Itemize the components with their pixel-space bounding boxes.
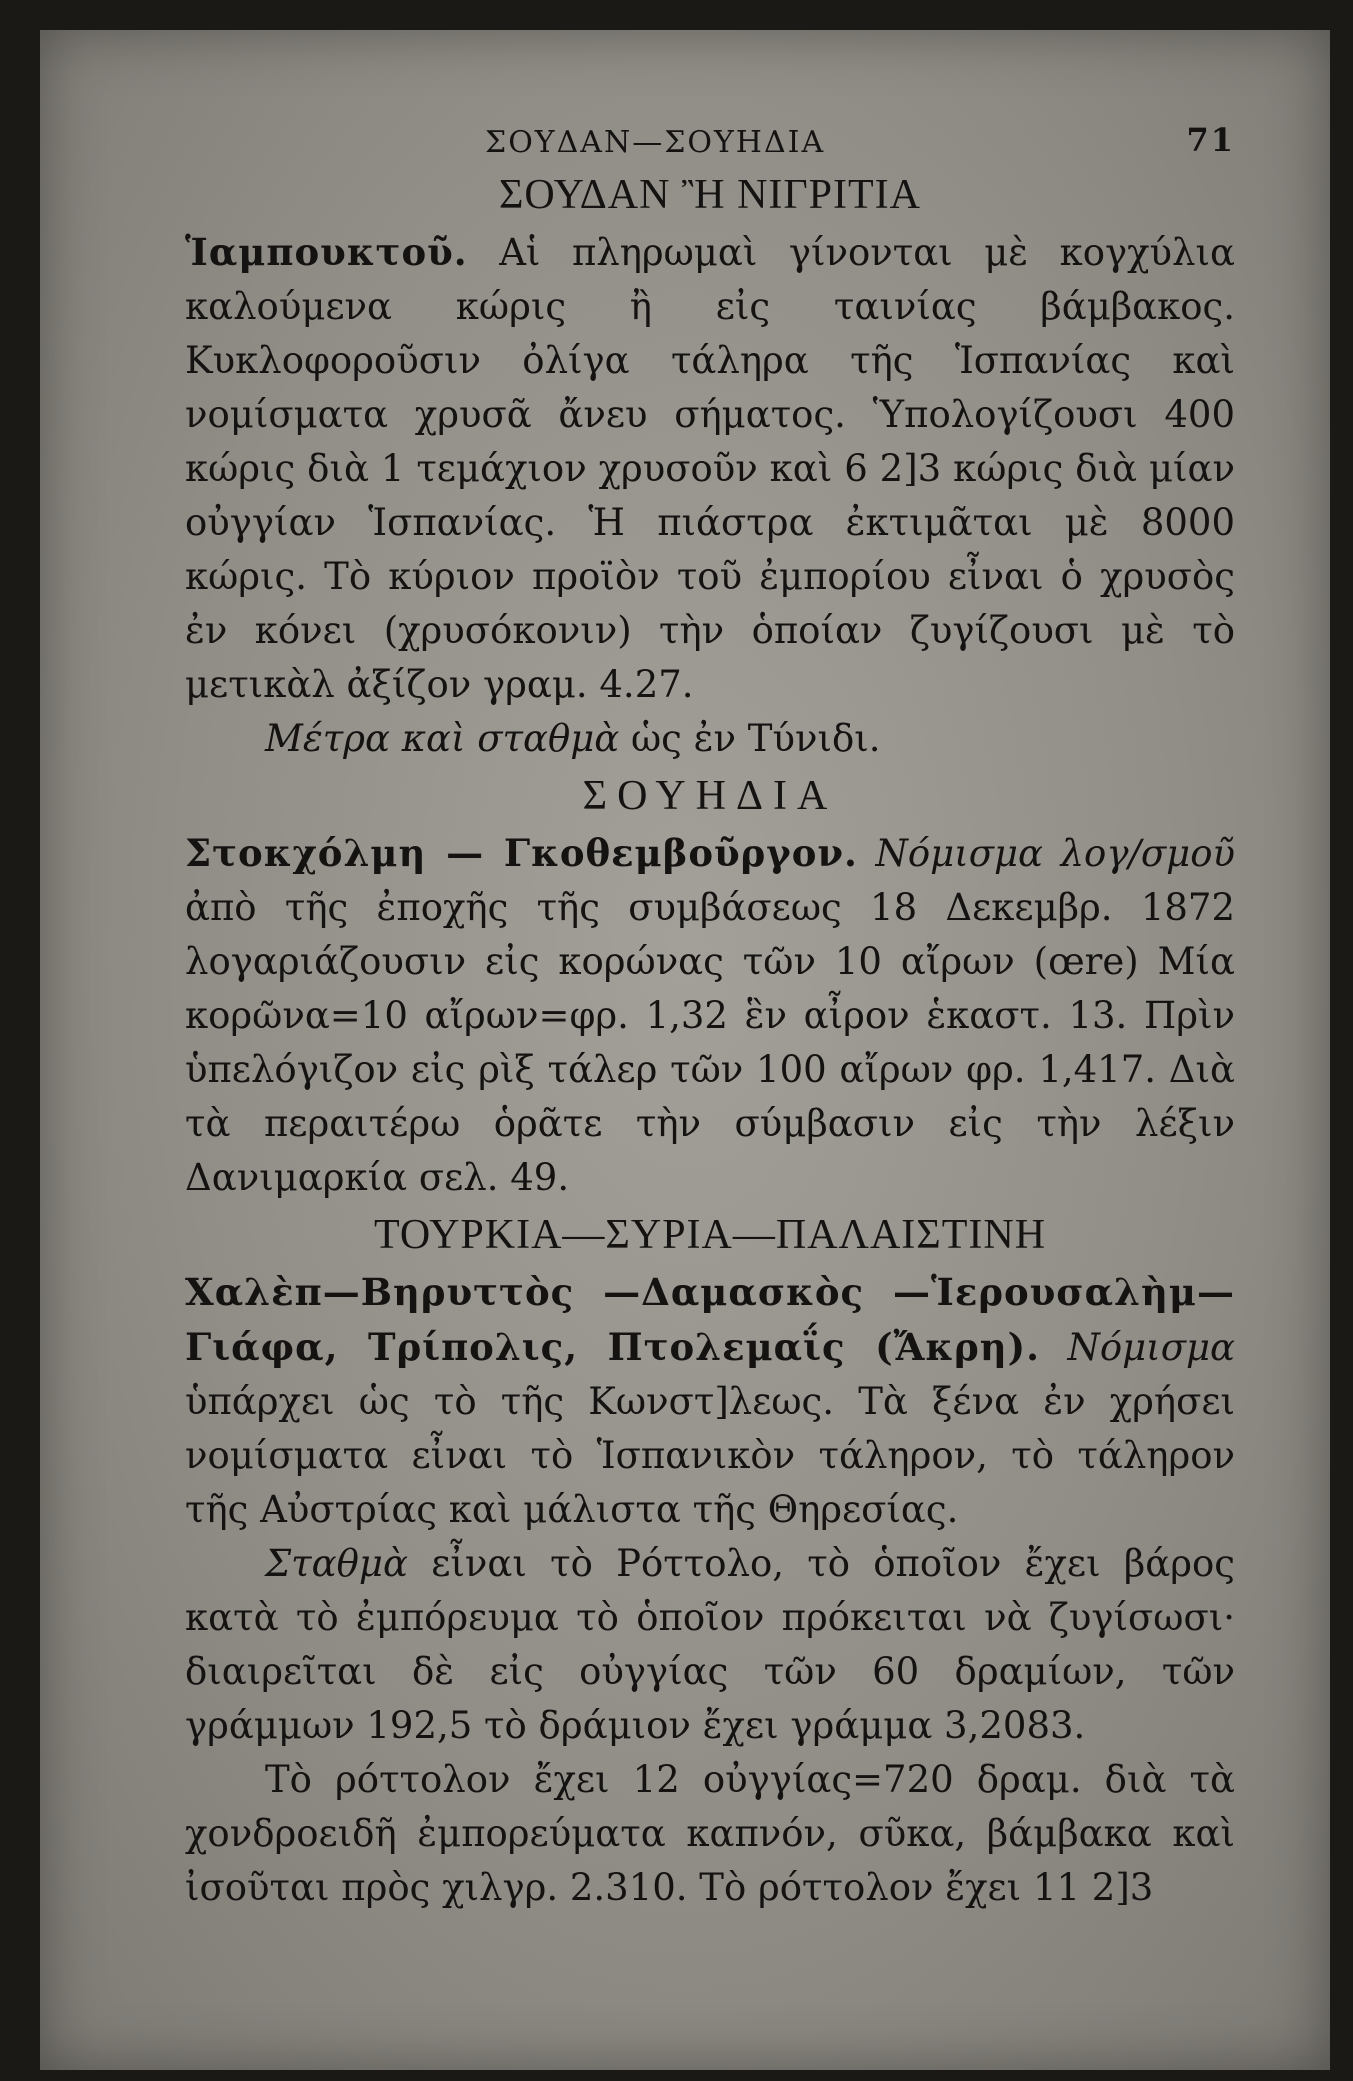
paragraph-rottolon (185, 1753, 1235, 1915)
section-heading-soudan: ΣΟΥΔΑΝ Ἢ ΝΙΓΡΙΤΙΑ (498, 172, 921, 218)
paragraph-text: Τὸ ρόττολον ἔχει 12 οὐγγίας=720 δραμ. διὰ τὰ χονδροειδῆ ἐμπορεύματα καπνόν, σῦκα, βάμβακα καὶ ἰσοῦται πρὸς χιλγρ. 2.310. Τὸ ρόττολον ἔχει 11 2]3 (185, 1758, 1235, 1909)
paragraph-stockholm (185, 826, 1235, 1205)
paragraph-text: ἀπὸ τῆς ἐποχῆς τῆς συμβάσεως 18 Δεκεμβρ. 1872 λογαριάζουσιν εἰς κορώνας τῶν 10 αἴρων (œre) Μία κορῶνα=10 αἴρων=φρ. 1,32 ἓν αἶρον ἑκαστ. 13. Πρὶν ὑπελόγιζον εἰς ρὶξ τάλερ τῶν 100 αἴρων φρ. 1,417. Διὰ τὰ περαιτέρω ὁρᾶτε τὴν σύμβασιν εἰς τὴν λέξιν Δανιμαρκία σελ. 49. (185, 886, 1235, 1199)
paragraph-iampouktou (185, 225, 1235, 712)
text-block (185, 115, 1235, 1915)
section-heading-tourkia: ΤΟΥΡΚΙΑ—ΣΥΡΙΑ—ΠΑΛΑΙΣΤΙΝΗ (373, 1212, 1047, 1258)
paragraph-stathma (185, 1537, 1235, 1753)
paragraph-lead: Ἱαμπουκτοῦ. (185, 230, 468, 274)
running-title: ΣΟΥΔΑΝ—ΣΟΥΗΔΙΑ (485, 125, 826, 160)
paragraph-halep (185, 1265, 1235, 1537)
paragraph-lead: Χαλὲπ—Βηρυττὸς —Δαμασκὸς —Ἱερουσαλὴμ—Γιάφα, Τρίπολις, Πτολεμαΐς (Ἄκρη). (185, 1270, 1235, 1369)
paragraph-text: ὡς ἐν Τύνιδι. (619, 717, 881, 760)
paragraph-italic: Μέτρα καὶ σταθμὰ (265, 717, 620, 760)
paragraph-text: εἶναι τὸ Ρόττολο, τὸ ὁποῖον ἔχει βάρος κατὰ τὸ ἐμπόρευμα τὸ ὁποῖον πρόκειται νὰ ζυγίσωσι· διαιρεῖται δὲ εἰς οὐγγίας τῶν 60 δραμίων, τῶν γράμμων 192,5 τὸ δράμιον ἔχει γράμμα 3,2083. (185, 1542, 1235, 1747)
paragraph-italic: Σταθμὰ (265, 1542, 408, 1585)
section-heading-souidia: ΣΟΥΗΔΙΑ (582, 773, 838, 819)
book-page (40, 30, 1330, 2070)
paragraph-italic: Νόμισμα λογ/σμοῦ (857, 832, 1235, 875)
page-number: 71 (1186, 121, 1235, 159)
paragraph-lead: Στοκχόλμη — Γκοθεμβοῦργον. (185, 831, 858, 875)
paragraph-text: Αἱ πληρωμαὶ γίνονται μὲ κογχύλια καλούμενα κώρις ἢ εἰς ταινίας βάμβακος. Κυκλοφοροῦσιν ὀλίγα τάληρα τῆς Ἱσπανίας καὶ νομίσματα χρυσᾶ ἄνευ σήματος. Ὑπολογίζουσι 400 κώρις διὰ 1 τεμάχιον χρυσοῦν καὶ 6 2]3 κώρις διὰ μίαν οὐγγίαν Ἱσπανίας. Ἡ πιάστρα ἐκτιμᾶται μὲ 8000 κώρις. Τὸ κύριον προϊὸν τοῦ ἐμπορίου εἶναι ὁ χρυσὸς ἐν κόνει (χρυσόκονιν) τὴν ὁποίαν ζυγίζουσι μὲ τὸ μετικὰλ ἀξίζον γραμ. 4.27. (185, 231, 1235, 706)
running-head (185, 115, 1235, 165)
paragraph-metra (185, 712, 1235, 766)
paragraph-text: ὑπάρχει ὡς τὸ τῆς Κωνστ]λεως. Τὰ ξένα ἐν χρήσει νομίσματα εἶναι τὸ Ἱσπανικὸν τάληρον, τὸ τάληρον τῆς Αὐστρίας καὶ μάλιστα τῆς Θηρεσίας. (185, 1380, 1235, 1531)
paragraph-italic: Νόμισμα (1040, 1326, 1235, 1369)
